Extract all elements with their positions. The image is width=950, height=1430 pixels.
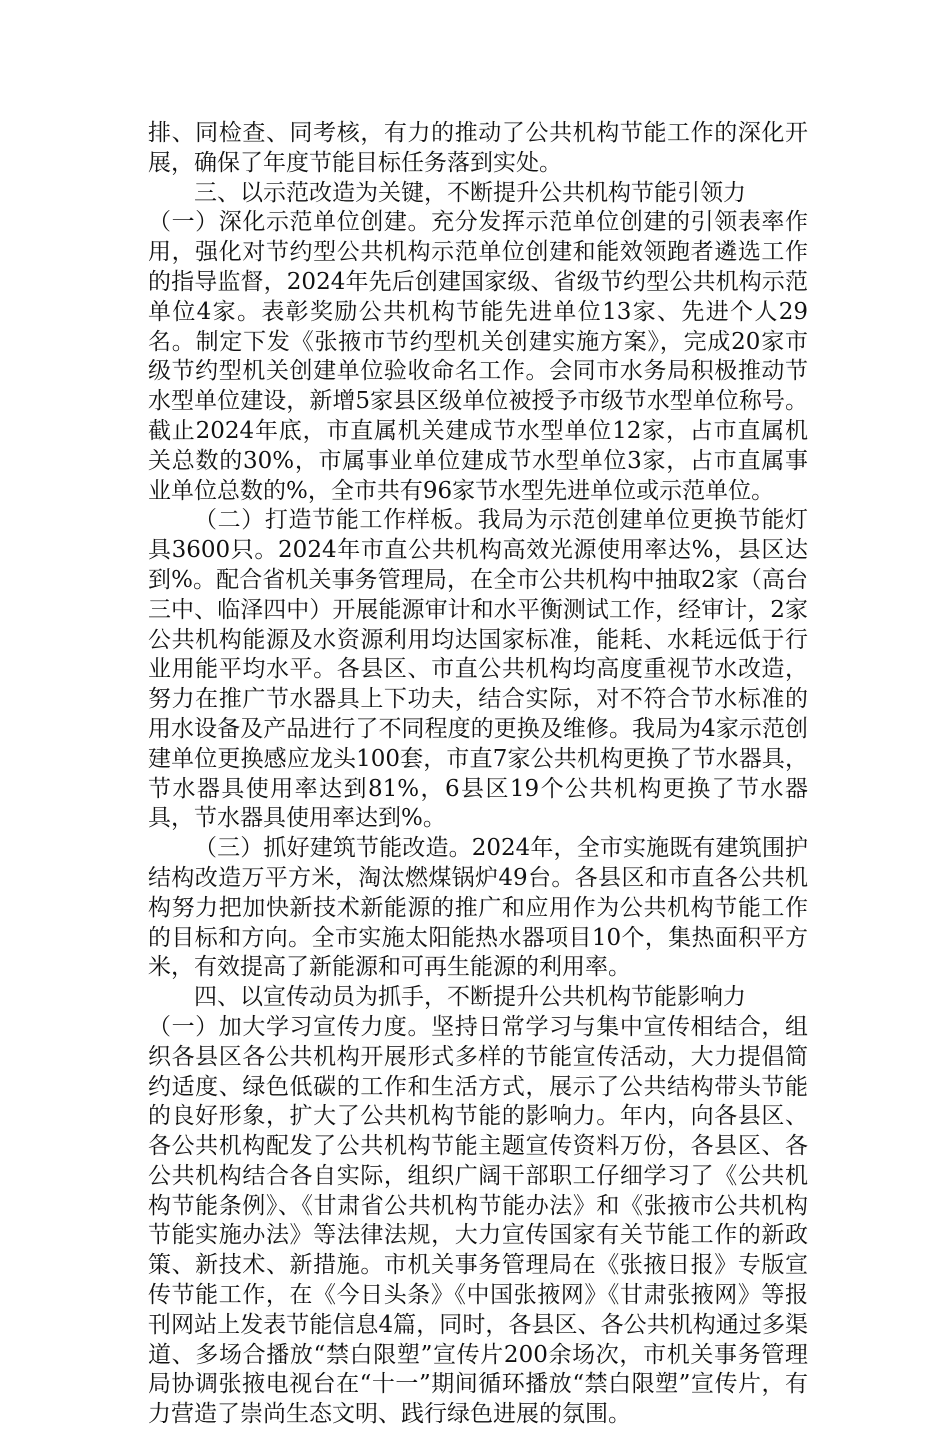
section-heading-4: 四、以宣传动员为抓手，不断提升公共机构节能影响力 (194, 984, 746, 1011)
paragraph-continuation: 排、同检查、同考核，有力的推动了公共机构节能工作的深化开展，确保了年度节能目标任务落到实处。 (148, 120, 808, 176)
paragraph-building-retrofit: （三）抓好建筑节能改造。2024年，全市实施既有建筑围护结构改造万平方米，淘汰燃煤锅炉49台。各县区和市直各公共机构努力把加快新技术新能源的推广和应用作为公共机构节能工作的目标和方向。全市实施太阳能热水器项目10个，集热面积平方米，有效提高了新能源和可再生能源的利用率。 (148, 835, 808, 981)
paragraph-publicity: （一）加大学习宣传力度。坚持日常学习与集中宣传相结合，组织各县区各公共机构开展形式多样的节能宣传活动，大力提倡简约适度、绿色低碳的工作和生活方式，展示了公共结构带头节能的良好形象，扩大了公共机构节能的影响力。年内，向各县区、各公共机构配发了公共机构节能主题宣传资料万份，各县区、各公共机构结合各自实际，组织广阔干部职工仔细学习了《公共机构节能条例》、《甘肃省公共机构节能办法》和《张掖市公共机构节能实施办法》等法律法规，大力宣传国家有关节能工作的新政策、新技术、新措施。市机关事务管理局在《张掖日报》专版宣传节能工作，在《今日头条》《中国张掖网》《甘肃张掖网》等报刊网站上发表节能信息4篇，同时，各县区、各公共机构通过多渠道、多场合播放“禁白限塑”宣传片200余场次，市机关事务管理局协调张掖电视台在“十一”期间循环播放“禁白限塑”宣传片，有力营造了崇尚生态文明、践行绿色进展的氛围。 (148, 1013, 808, 1428)
document-body (148, 119, 808, 1430)
paragraph-demonstration-units: （一）深化示范单位创建。充分发挥示范单位创建的引领表率作用，强化对节约型公共机构示范单位创建和能效领跑者遴选工作的指导监督，2024年先后创建国家级、省级节约型公共机构示范单位4家。表彰奖励公共机构节能先进单位13家、先进个人29名。制定下发《张掖市节约型机关创建实施方案》，完成20家市级节约型机关创建单位验收命名工作。会同市水务局积极推动节水型单位建设，新增5家县区级单位被授予市级节水型单位称号。截止2024年底，市直属机关建成节水型单位12家，占市直属机关总数的30%，市属事业单位建成节水型单位3家，占市直属事业单位总数的%，全市共有96家节水型先进单位或示范单位。 (148, 209, 808, 504)
paragraph-energy-model: （二）打造节能工作样板。我局为示范创建单位更换节能灯具3600只。2024年市直公共机构高效光源使用率达%，县区达到%。配合省机关事务管理局，在全市公共机构中抽取2家（高台三中、临泽四中）开展能源审计和水平衡测试工作，经审计，2家公共机构能源及水资源利用均达国家标准，能耗、水耗远低于行业用能平均水平。各县区、市直公共机构均高度重视节水改造，努力在推广节水器具上下功夫，结合实际，对不符合节水标准的用水设备及产品进行了不同程度的更换及维修。我局为4家示范创建单位更换感应龙头100套，市直7家公共机构更换了节水器具，节水器具使用率达到81%，6县区19个公共机构更换了节水器具，节水器具使用率达到%。 (148, 507, 808, 832)
section-heading-3: 三、以示范改造为关键，不断提升公共机构节能引领力 (194, 179, 746, 206)
